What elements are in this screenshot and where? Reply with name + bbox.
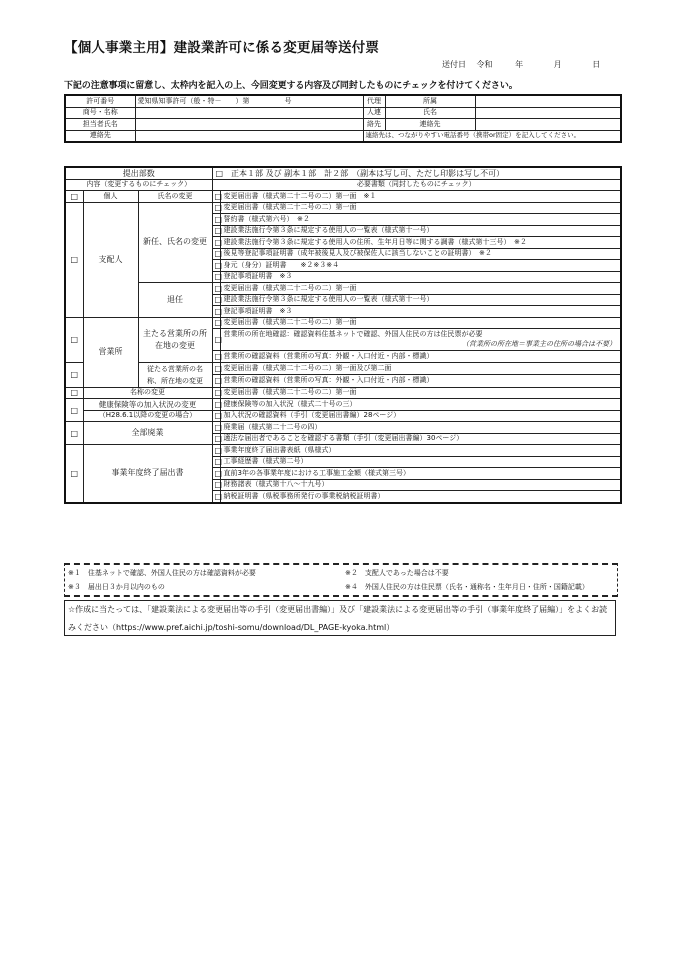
checkbox[interactable]: □ [212,214,220,226]
checkbox[interactable]: □ [212,248,220,260]
doc-item: 直前3年の各事業年度における工事施工金額（様式第三号） [220,468,621,480]
shihainin-label: 支配人 [83,202,138,317]
shinnin-label: 新任、氏名の変更 [138,202,212,283]
checkbox[interactable]: □ [212,306,220,318]
agent-label: 代理 [363,95,385,107]
affiliation-field[interactable] [475,95,621,107]
checkbox[interactable]: □ [65,317,83,362]
doc-item: 適法な届出者であることを確認する書類（手引（変更届出書編）30ページ） [220,433,621,445]
doc-item: 加入状況の確認資料（手引（変更届出書編）28ページ） [220,410,621,422]
checkbox[interactable]: □ [212,410,220,422]
doc-item: 変更届出書（様式第二十二号の二）第一面 [220,387,621,399]
kojin-label: 個人 [83,191,138,203]
checkbox[interactable]: □ [65,399,83,422]
contact-note: 連絡先は、つながりやすい電話番号（携帯or固定）を記入してください。 [363,130,621,142]
date-label: 送付日 [442,60,466,69]
meisho-label: 名称の変更 [83,387,212,399]
doc-item: 誓約書（様式第六号） ※２ [220,214,621,226]
staff-name-field[interactable] [135,119,363,131]
col-content-header: 内容（変更するものにチェック） [65,179,212,191]
date-month: 月 [553,60,562,69]
doc-note: （営業所の所在地＝事業主の住所の場合は不要） [220,340,621,351]
doc-item: 営業所の確認資料（営業所の写真：外観・入口付近・内部・標識） [220,351,621,363]
checkbox[interactable]: □ [212,433,220,445]
doc-item: 変更届出書（様式第二十二号の二）第一面 [220,283,621,295]
doc-item: 納税証明書（県税事務所発行の事業税納税証明書） [220,491,621,503]
checkbox[interactable]: □ [65,202,83,317]
checkbox[interactable]: □ [212,317,220,329]
dept-label: 提出部数 [65,167,212,179]
trade-name-field[interactable] [135,107,363,119]
footnote: ※２ 支配人であった場合は不要 [345,569,449,577]
checkbox[interactable]: □ [212,283,220,295]
doc-item: 登記事項証明書 ※３ [220,306,621,318]
doc-item: 財務諸表（様式第十八～十九号） [220,479,621,491]
instruction-text: 下記の注意事項に留意し、太枠内を記入の上、今回変更する内容及び同封したものにチェックを付けてください。 [64,81,518,91]
checkbox[interactable]: □ [65,191,83,203]
doc-item: 建設業法施行令第３条に規定する使用人の一覧表（様式第十一号） [220,294,621,306]
haigyo-label: 全部廃業 [83,422,212,445]
footnote: ※１ 住基ネットで確認、外国人住民の方は確認資料が必要 [68,569,256,577]
eigyosho-label: 営業所 [83,317,138,387]
checkbox[interactable]: □ [65,362,83,387]
nendo-label: 事業年度終了届出書 [83,445,212,503]
agent-name-field[interactable] [475,107,621,119]
checkbox[interactable]: □ [212,271,220,283]
doc-item: 登記事項証明書 ※３ [220,271,621,283]
checkbox[interactable]: □ [212,202,220,214]
trade-name-label: 商号・名称 [65,107,135,119]
tainin-label: 退任 [138,283,212,318]
doc-item: 身元（身分）証明書 ※２※３※４ [220,260,621,272]
checkbox[interactable]: □ [212,237,220,249]
checkbox[interactable]: □ [212,362,220,375]
applicant-table [64,94,622,143]
checkbox[interactable]: □ [65,445,83,503]
doc-item: 変更届出書（様式第二十二号の二）第一面 [220,202,621,214]
shimei-change-label: 氏名の変更 [138,191,212,203]
doc-item: 建設業法施行令第３条に規定する使用人の住所、生年月日等に関する調書（様式第十三号） ※２ [220,237,621,249]
main-office-label: 主たる営業所の所在地の変更 [138,317,212,362]
date-day: 日 [592,60,601,69]
doc-item: 廃業届（様式第二十二号の四） [220,422,621,434]
footnote: ※４ 外国人住民の方は住民票（氏名・通称名・生年月日・住所・国籍記載） [345,583,589,591]
checkbox[interactable]: □ [212,351,220,363]
doc-item: 工事経歴書（様式第二号） [220,456,621,468]
doc-item: 営業所の所在地確認：確認資料住基ネットで確認、外国人住民の方は住民票が必要 [220,329,621,340]
checkbox[interactable]: □ [212,191,220,203]
checkbox[interactable]: □ [212,445,220,457]
doc-item: 建設業法施行令第３条に規定する使用人の一覧表（様式第十一号） [220,225,621,237]
checkbox[interactable]: □ [212,294,220,306]
footnote: ※３ 届出日３か月以内のもの [68,583,165,591]
checkbox[interactable]: □ [212,479,220,491]
agent-contact-field[interactable] [475,119,621,131]
agent-contact-label: 連絡先 [385,119,475,131]
person-label: 人連 [363,107,385,119]
hoken-sub-label: （H28.6.1以降の変更の場合） [83,410,212,422]
date-year: 年 [515,60,524,69]
checkbox[interactable]: □ [65,387,83,399]
doc-item: 事業年度終了届出書表紙（県様式） [220,445,621,457]
permit-value[interactable]: 愛知県知事許可（般・特－ ）第 号 [135,95,363,107]
hoken-label: 健康保険等の加入状況の変更 [83,399,212,411]
date-era: 令和 [476,60,493,69]
checkbox[interactable]: □ [212,329,220,351]
page-title: 【個人事業主用】建設業許可に係る変更届等送付票 [64,40,380,56]
doc-item: 営業所の確認資料（営業所の写真：外観・入口付近・内部・標識） [220,375,621,388]
checkbox[interactable]: □ [212,225,220,237]
checkbox[interactable]: □ [212,387,220,399]
copies-text[interactable]: □ 正本１部 及び 副本１部 計２部 （副本は写し可、ただし印影は写し不可） [212,167,621,179]
contact-field[interactable] [135,130,363,142]
contact-label: 連絡先 [65,130,135,142]
sub-office-label: 従たる営業所の名称、所在地の変更 [138,362,212,387]
contact-short-label: 絡先 [363,119,385,131]
doc-item: 変更届出書（様式第二十二号の二）第一面 ※１ [220,191,621,203]
doc-item: 後見等登記事項証明書（成年被後見人及び被保佐人に該当しないことの証明書） ※２ [220,248,621,260]
footnotes-box [64,563,618,597]
doc-item: 健康保険等の加入状況（様式二十号の三） [220,399,621,411]
checkbox[interactable]: □ [65,422,83,445]
affiliation-label: 所属 [385,95,475,107]
agent-name-label: 氏名 [385,107,475,119]
doc-item: 変更届出書（様式第二十二号の二）第一面 [220,317,621,329]
read-note: ☆作成に当たっては、「建設業法による変更届出等の手引（変更届出書編）」及び「建設業法による変更届出等の手引（事業年度終了届編）」をよくお読みください（https://www.pref.aichi.jp/toshi-somu/download/DL_PAGE-kyoka.html） [64,600,616,636]
checkbox[interactable]: □ [212,468,220,480]
doc-item: 変更届出書（様式第二十二号の二）第一面及び第二面 [220,362,621,375]
permit-label: 許可番号 [65,95,135,107]
checkbox[interactable]: □ [212,456,220,468]
col-docs-header: 必要書類（同封したものにチェック） [212,179,621,191]
checkbox[interactable]: □ [212,375,220,388]
checkbox[interactable]: □ [212,260,220,272]
checkbox[interactable]: □ [212,399,220,411]
checkbox[interactable]: □ [212,422,220,434]
checkbox[interactable]: □ [212,491,220,503]
checklist-table [64,166,622,504]
date-line [442,59,600,70]
staff-name-label: 担当者氏名 [65,119,135,131]
